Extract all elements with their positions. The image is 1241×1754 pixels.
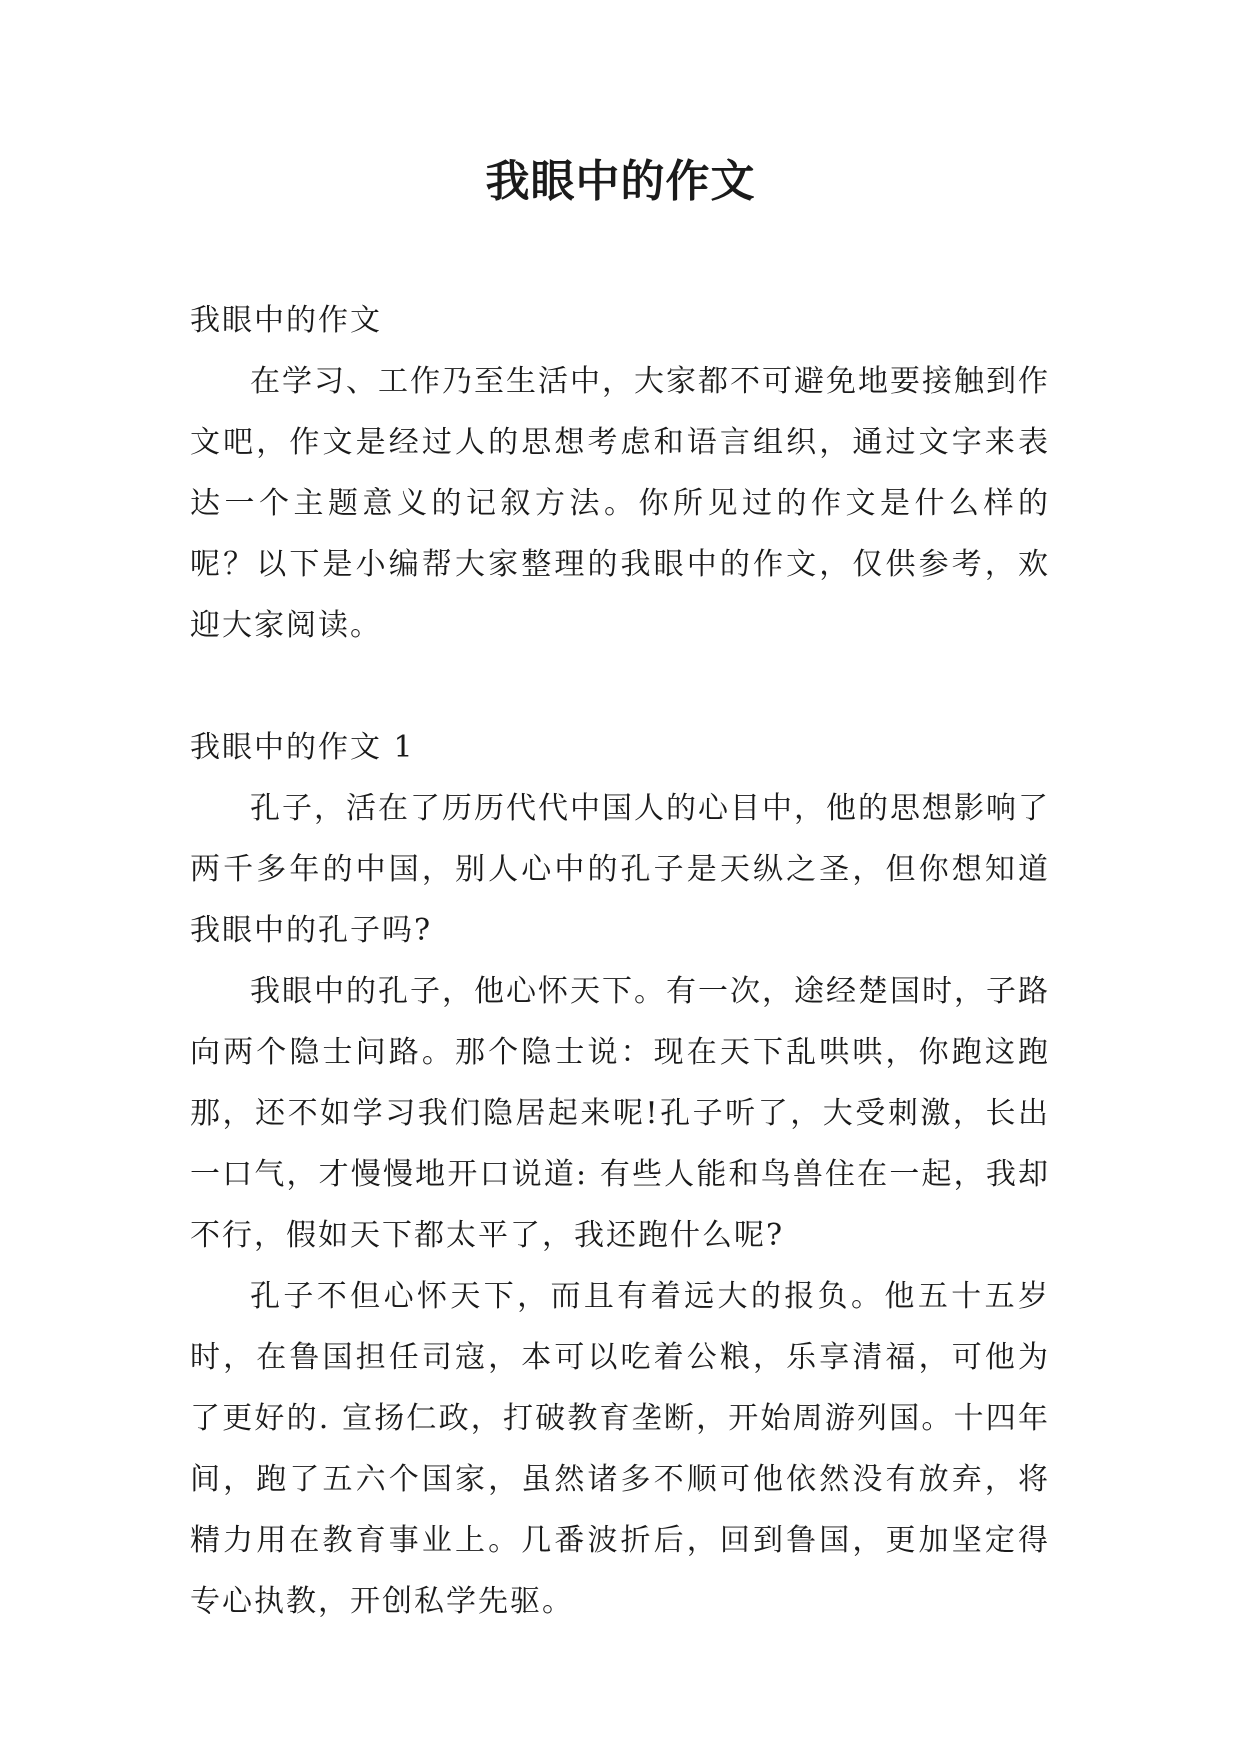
section-1-heading: 我眼中的作文 1 [190,730,415,765]
document-body [190,290,1050,1632]
section-1-paragraph-2: 我眼中的孔子，他心怀天下。有一次，途经楚国时，子路向两个隐士问路。那个隐士说：现在天下乱哄哄，你跑这跑那，还不如学习我们隐居起来呢!孔子听了，大受刺激，长出一口气，才慢慢地开口说道: 有些人能和鸟兽住在一起，我却不行，假如天下都太平了，我还跑什么呢? [190,974,1050,1253]
intro-heading: 我眼中的作文 [190,303,382,338]
intro-paragraph: 在学习、工作乃至生活中，大家都不可避免地要接触到作文吧，作文是经过人的思想考虑和语言组织，通过文字来表达一个主题意义的记叙方法。你所见过的作文是什么样的呢？以下是小编帮大家整理的我眼中的作文，仅供参考，欢迎大家阅读。 [190,364,1050,643]
document-title: 我眼中的作文 [485,156,756,207]
section-1-paragraph-1: 孔子，活在了历历代代中国人的心目中，他的思想影响了两千多年的中国，别人心中的孔子是天纵之圣，但你想知道我眼中的孔子吗? [190,791,1050,948]
section-spacer [190,656,1050,717]
section-1-paragraph-3: 孔子不但心怀天下，而且有着远大的报负。他五十五岁时，在鲁国担任司寇，本可以吃着公粮，乐享清福，可他为了更好的. 宣扬仁政，打破教育垄断，开始周游列国。十四年间，跑了五六个国家，虽然诸多不顺可他依然没有放弃，将精力用在教育事业上。几番波折后，回到鲁国，更加坚定得专心执教，开创私学先驱。 [190,1279,1050,1619]
